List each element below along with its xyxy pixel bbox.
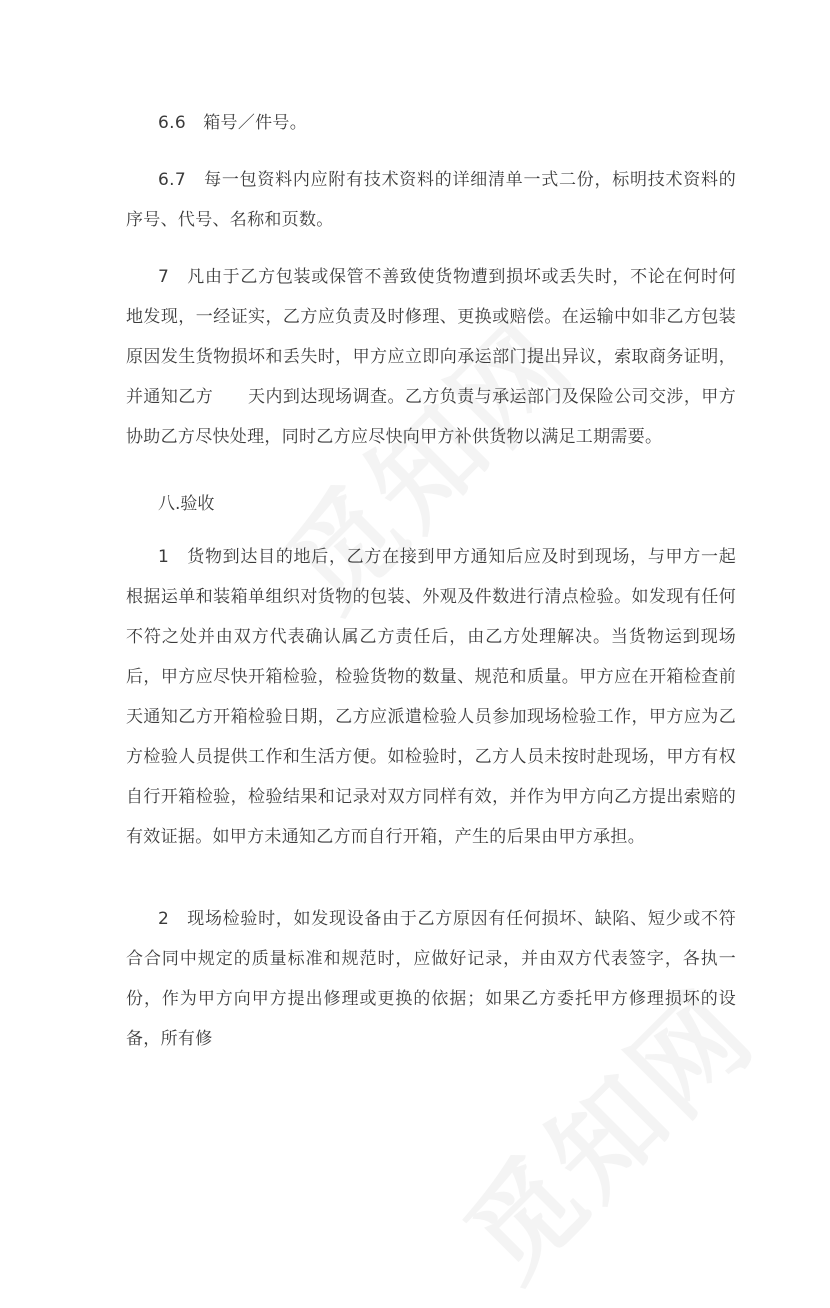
clause-7: 7 凡由于乙方包装或保管不善致使货物遭到损坏或丢失时，不论在何时何地发现，一经证实，乙方应负责及时修理、更换或赔偿。在运输中如非乙方包装原因发生货物损坏和丢失时，甲方应立即向承运部门提出异议，索取商务证明，并通知乙方 天内到达现场调查。乙方负责与承运部门及保险公司交涉，甲方协助乙方尽快处理，同时乙方应尽快向甲方补供货物以满足工期需要。 <box>126 267 736 447</box>
clause-6-6: 6.6 箱号／件号。 <box>158 113 308 133</box>
clause-acceptance-1: 1 货物到达目的地后，乙方在接到甲方通知后应及时到现场，与甲方一起根据运单和装箱单组织对货物的包装、外观及件数进行清点检验。如发现有任何不符之处并由双方代表确认属乙方责任后，由乙方处理解决。当货物运到现场后，甲方应尽快开箱检验，检验货物的数量、规范和质量。甲方应在开箱检查前 天通知乙方开箱检验日期，乙方应派遣检验人员参加现场检验工作，甲方应为乙方检验人员提供工作和生活方便。如检验时，乙方人员未按时赴现场，甲方有权自行开箱检验，检验结果和记录对双方同样有效，并作为甲方向乙方提出索赔的有效证据。如甲方未通知乙方而自行开箱，产生的后果由甲方承担。 <box>126 547 754 847</box>
section-heading-acceptance: 八.验收 <box>158 494 215 514</box>
clause-6-7: 6.7 每一包资料内应附有技术资料的详细清单一式二份，标明技术资料的序号、代号、名称和页数。 <box>126 170 736 230</box>
clause-acceptance-2: 2 现场检验时，如发现设备由于乙方原因有任何损坏、缺陷、短少或不符合合同中规定的质量标准和规范时，应做好记录，并由双方代表签字，各执一份，作为甲方向甲方提出修理或更换的依据；如果乙方委托甲方修理损坏的设备，所有修 <box>126 909 736 1049</box>
